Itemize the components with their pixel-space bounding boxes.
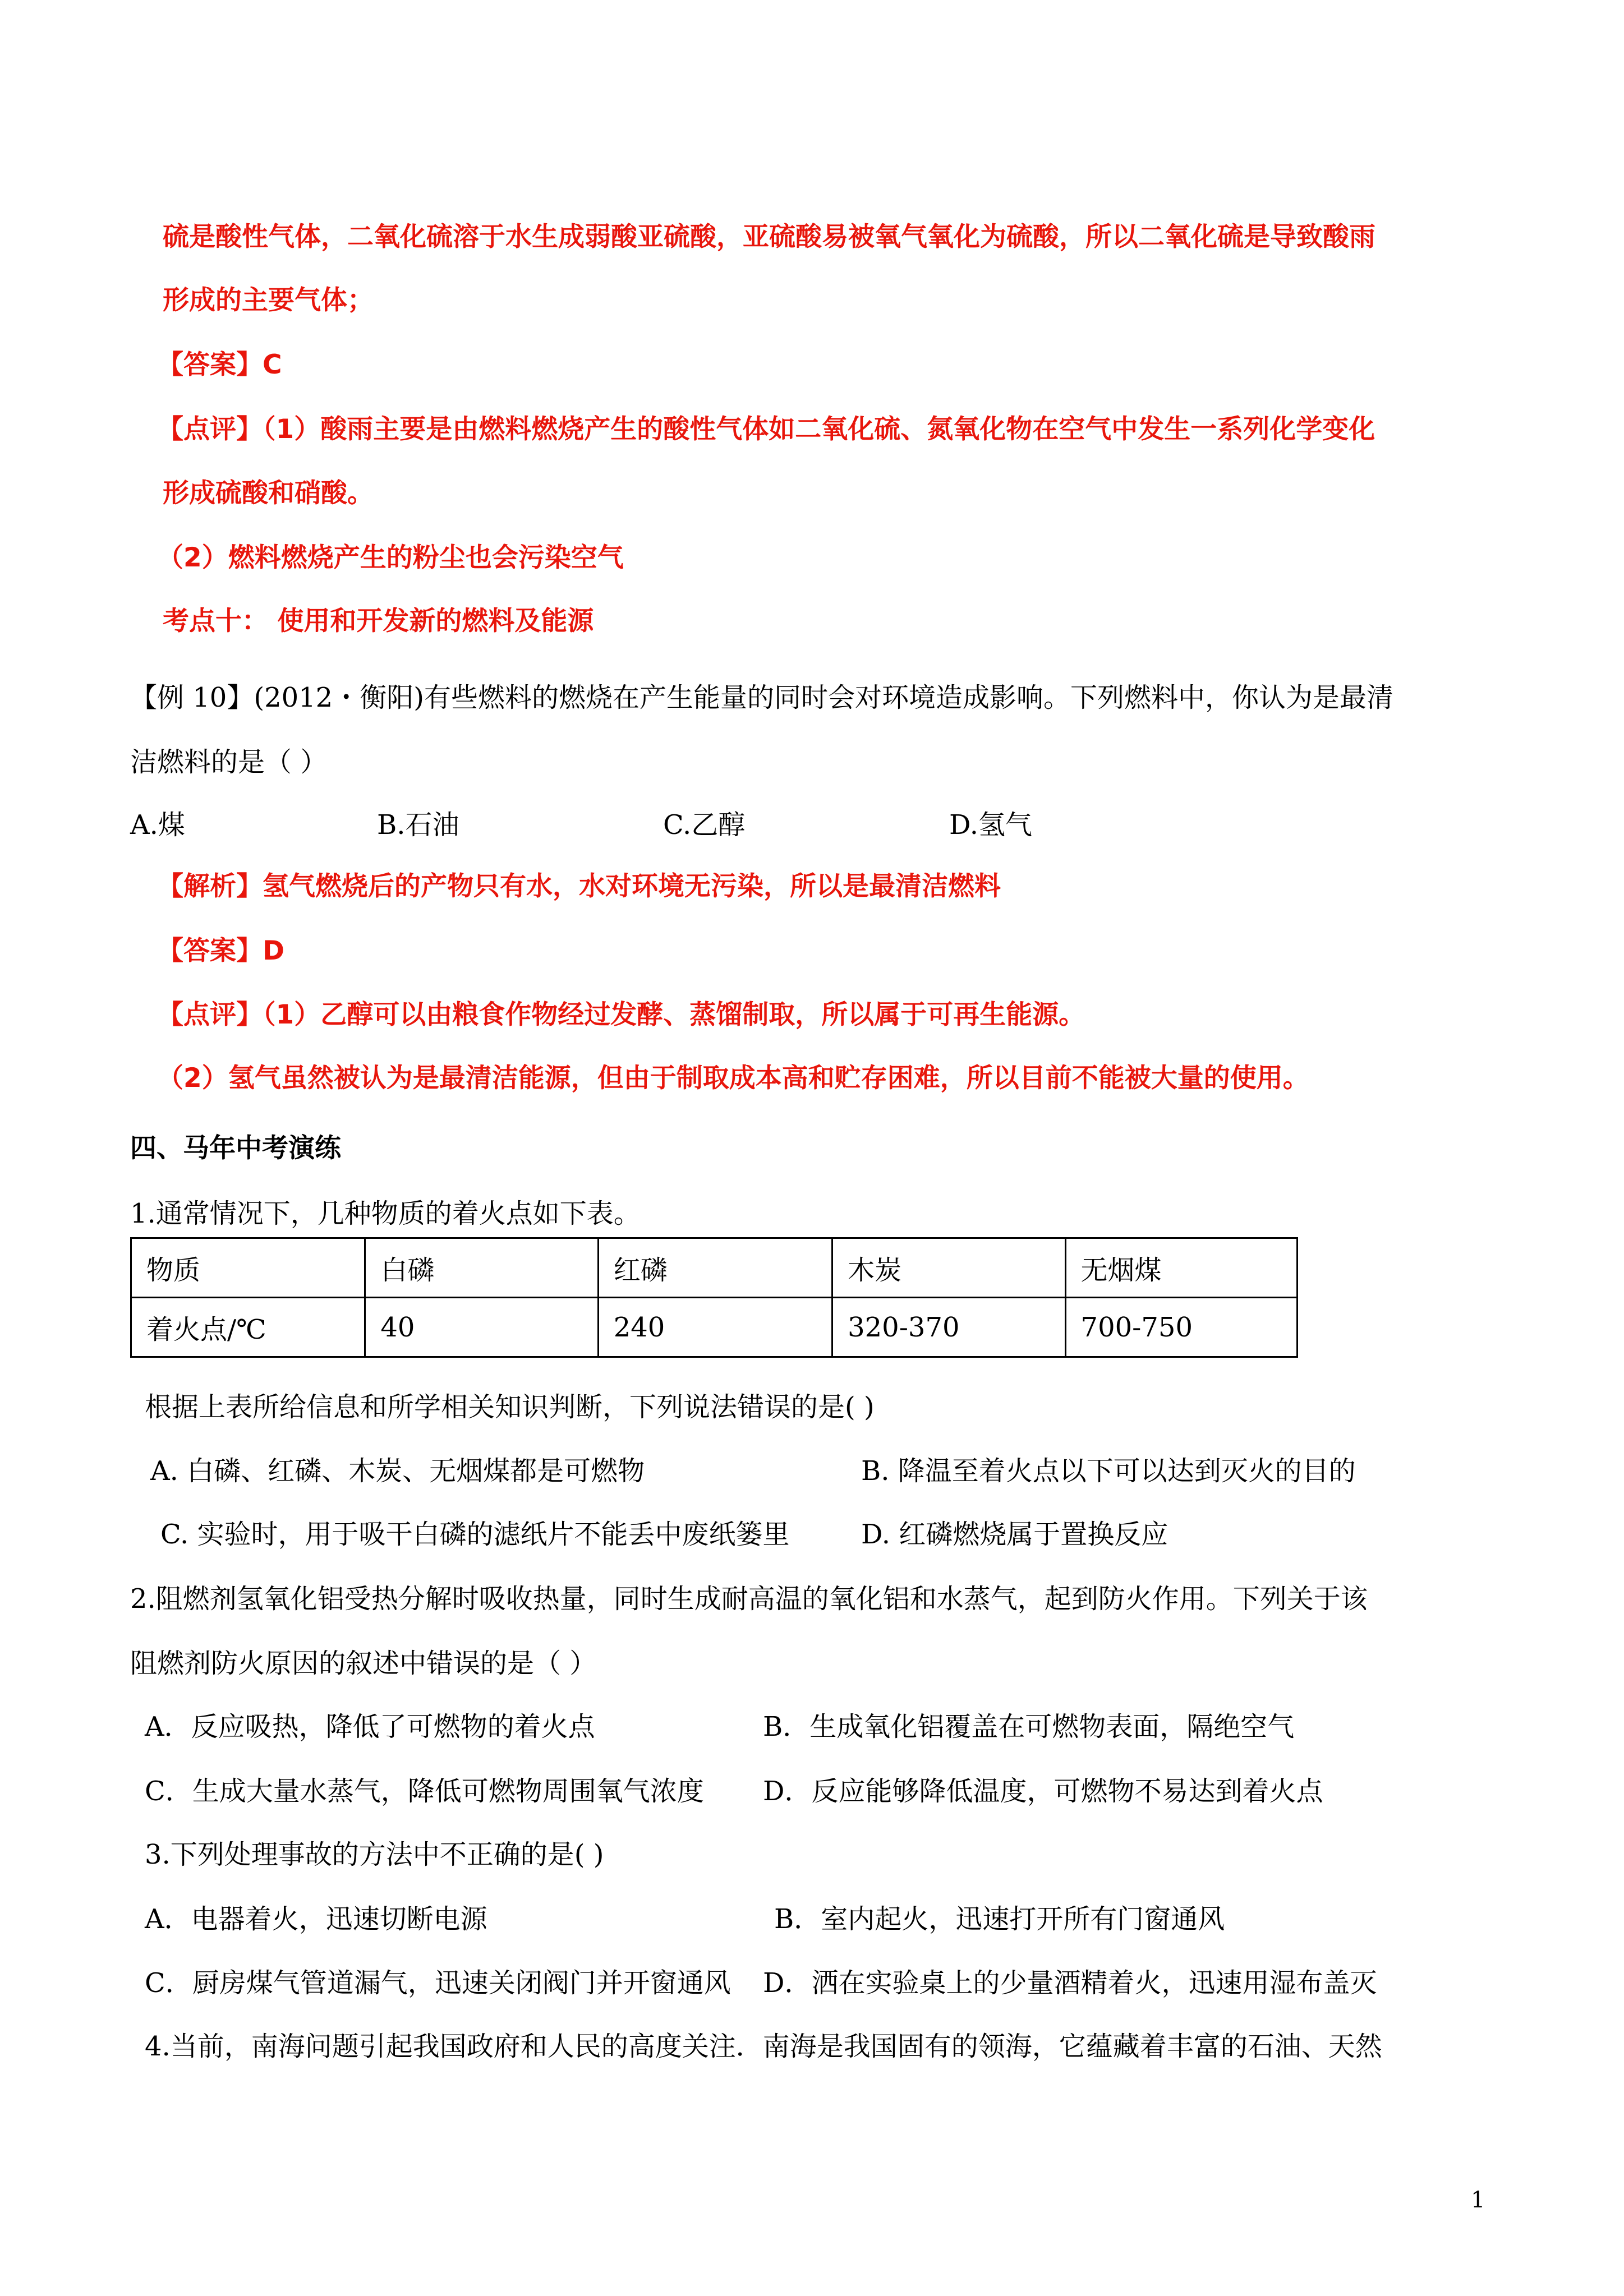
table-cell: 700-750 — [1065, 1298, 1297, 1357]
example10-line2: 洁燃料的是（ ） — [130, 746, 328, 778]
table-cell: 物质 — [131, 1238, 365, 1298]
q2-option-b: B．生成氧化铝覆盖在可燃物表面，隔绝空气 — [763, 1711, 1295, 1742]
q3-option-c: C．厨房煤气管道漏气，迅速关闭阀门并开窗通风 — [145, 1967, 731, 1999]
example10-line1: 【例 10】(2012・衡阳)有些燃料的燃烧在产生能量的同时会对环境造成影响。下列燃料中，你认为是最清 — [130, 682, 1393, 713]
q1-option-d: D. 红磷燃烧属于置换反应 — [861, 1519, 1168, 1550]
example10-option-d: D.氢气 — [949, 809, 1033, 841]
q1-option-c: C. 实验时，用于吸干白磷的滤纸片不能丢中废纸篓里 — [160, 1519, 790, 1550]
q3-option-b: B．室内起火，迅速打开所有门窗通风 — [774, 1903, 1225, 1935]
table-cell: 着火点/℃ — [131, 1298, 365, 1357]
q1-option-b: B. 降温至着火点以下可以达到灭火的目的 — [861, 1455, 1356, 1487]
comment-1-line1: 【点评】（1）酸雨主要是由燃料燃烧产生的酸性气体如二氧化硫、氮氧化物在空气中发生一系列化学变化 — [157, 414, 1375, 445]
kaodian-heading: 考点十： 使用和开发新的燃料及能源 — [163, 606, 594, 637]
q2-option-c: C．生成大量水蒸气，降低可燃物周围氧气浓度 — [145, 1776, 704, 1807]
example10-option-a: A.煤 — [130, 809, 185, 841]
comment-1-line2: 形成硫酸和硝酸。 — [163, 478, 374, 509]
q1-question: 根据上表所给信息和所学相关知识判断，下列说法错误的是( ) — [145, 1391, 875, 1423]
q2-option-d: D．反应能够降低温度，可燃物不易达到着火点 — [763, 1776, 1323, 1807]
q1-stem: 1.通常情况下，几种物质的着火点如下表。 — [130, 1198, 641, 1229]
answer-1: 【答案】C — [157, 349, 282, 380]
table-cell: 红磷 — [598, 1238, 832, 1298]
example10-option-b: B.石油 — [377, 809, 459, 841]
q4-line1: 4.当前，南海问题引起我国政府和人民的高度关注．南海是我国固有的领海，它蕴藏着丰富的石油、天然 — [145, 2031, 1382, 2062]
table-row — [131, 1298, 1298, 1357]
table-cell: 木炭 — [832, 1238, 1065, 1298]
example10-comment-line2: （2）氢气虽然被认为是最清洁能源，但由于制取成本高和贮存困难，所以目前不能被大量的使用。 — [157, 1063, 1309, 1094]
q3-stem: 3.下列处理事故的方法中不正确的是( ) — [145, 1839, 604, 1870]
table-cell: 40 — [365, 1298, 598, 1357]
table-header-row — [131, 1238, 1298, 1298]
table-cell: 无烟煤 — [1065, 1238, 1297, 1298]
example10-analysis: 【解析】氢气燃烧后的产物只有水，水对环境无污染，所以是最清洁燃料 — [157, 871, 1001, 902]
q1-option-a: A. 白磷、红磷、木炭、无烟煤都是可燃物 — [150, 1455, 645, 1487]
table-cell: 320-370 — [832, 1298, 1065, 1357]
q2-line1: 2.阻燃剂氢氧化铝受热分解时吸收热量，同时生成耐高温的氧化铝和水蒸气，起到防火作用。下列关于该 — [130, 1583, 1368, 1615]
table-cell: 240 — [598, 1298, 832, 1357]
q2-option-a: A．反应吸热，降低了可燃物的着火点 — [145, 1711, 595, 1742]
example10-option-c: C.乙醇 — [663, 809, 746, 841]
table-cell: 白磷 — [365, 1238, 598, 1298]
red-para1-line2: 形成的主要气体； — [163, 285, 374, 316]
ignition-point-table — [130, 1237, 1298, 1358]
example10-comment-line1: 【点评】（1）乙醇可以由粮食作物经过发酵、蒸馏制取，所以属于可再生能源。 — [157, 999, 1085, 1030]
comment-1-line3: （2）燃料燃烧产生的粉尘也会污染空气 — [157, 542, 624, 573]
q2-line2: 阻燃剂防火原因的叙述中错误的是（ ） — [130, 1648, 597, 1679]
page-number: 1 — [1471, 2187, 1485, 2213]
q3-option-d: D．洒在实验桌上的少量酒精着火，迅速用湿布盖灭 — [763, 1967, 1377, 1999]
section4-title: 四、马年中考演练 — [130, 1133, 341, 1164]
example10-answer: 【答案】D — [157, 935, 285, 966]
red-para1-line1: 硫是酸性气体，二氧化硫溶于水生成弱酸亚硫酸，亚硫酸易被氧气氧化为硫酸，所以二氧化硫是导致酸雨 — [163, 222, 1375, 252]
q3-option-a: A．电器着火，迅速切断电源 — [145, 1903, 487, 1935]
